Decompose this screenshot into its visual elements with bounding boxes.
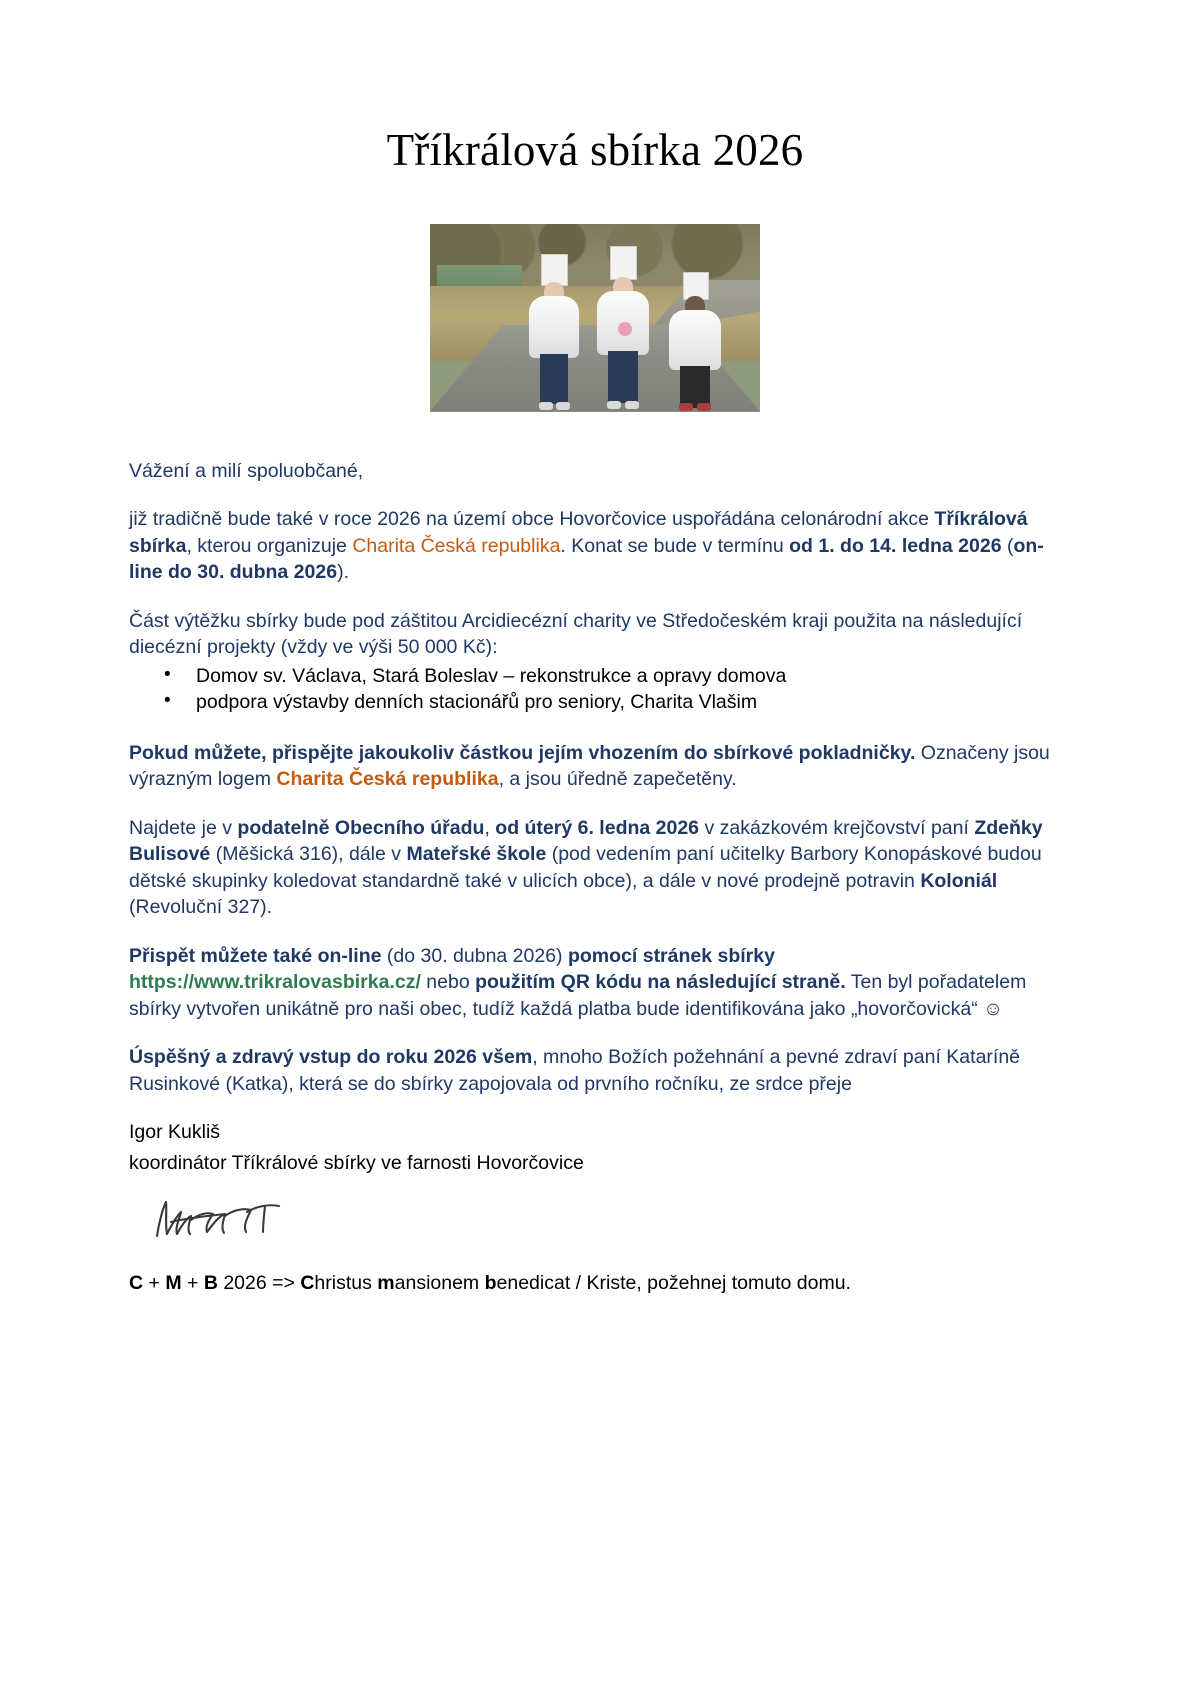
p4-s5: (pod vedením paní učitelky Barbory Konopáskové budou dětské skupinky koledovat standardně také v ulicích obce), a dále v nové prodejně potravin xyxy=(129,843,1042,892)
p4-s3: v zakázkovém krejčovství paní xyxy=(699,816,975,839)
paragraph-projects xyxy=(129,608,1062,661)
p4-bold-office: podatelně Obecního úřadu xyxy=(237,816,485,839)
salutation xyxy=(129,458,1062,485)
singer-shoe xyxy=(625,401,639,409)
p6-bold-wish: Úspěšný a zdravý vstup do roku 2026 všem xyxy=(129,1046,533,1068)
p2-s1: Část výtěžku sbírky bude pod záštitou Arcidiecézní charity ve Středočeském kraji použita na následující diecézní projekty (vždy ve výši 50 000 Kč): xyxy=(129,609,1023,658)
closing-ansionem: ansionem xyxy=(394,1272,485,1294)
closing-b: B xyxy=(203,1272,218,1294)
p3-s1: Označeny jsou výrazným logem xyxy=(129,741,1050,790)
singer-shoe xyxy=(679,403,693,411)
p1-s1: již tradičně bude také v roce 2026 na území obce Hovorčovice uspořádána celonárodní akce xyxy=(129,508,935,530)
p1-bold-event: Tříkrálová sbírka xyxy=(129,508,1028,557)
white-robe xyxy=(669,310,721,370)
closing-m: M xyxy=(165,1272,182,1294)
p1-bold-online: on-line do 30. dubna 2026 xyxy=(129,534,1044,583)
closing-enedicat: enedicat / Kriste, požehnej tomuto domu. xyxy=(496,1272,851,1294)
singer-shoe xyxy=(539,402,553,410)
p1-s5: ). xyxy=(337,561,349,583)
singer-legs xyxy=(680,366,710,408)
paragraph-online xyxy=(129,943,1062,1023)
p1-charita-highlight: Charita Česká republika xyxy=(352,534,561,557)
photo-container xyxy=(0,224,1190,412)
closing-mansionem-m: m xyxy=(377,1272,395,1294)
p4-bold-from-date: od úterý 6. ledna 2026 xyxy=(495,816,700,839)
signer-role: koordinátor Tříkrálové sbírky ve farnosti Hovorčovice xyxy=(129,1151,584,1174)
list-item xyxy=(129,663,1062,690)
p5-bold-online: Přispět můžete také on-line xyxy=(129,944,382,967)
page-title: Tříkrálová sbírka 2026 xyxy=(386,125,804,175)
letter-body xyxy=(0,458,1190,1297)
closing-benedicat-b: b xyxy=(484,1272,497,1294)
p6-s1: , mnoho Božích požehnání a pevné zdraví paní Kataríně Rusinkové (Katka), která se do sbírky zapojovala od prvního ročníku, ze srdce přeje xyxy=(129,1046,1021,1095)
p5-s2: nebo xyxy=(420,971,476,993)
paper-crown-icon xyxy=(541,254,568,286)
closing-plus2: + xyxy=(181,1272,204,1294)
salutation-text: Vážení a milí spoluobčané, xyxy=(129,459,364,482)
p4-s6: (Revoluční 327). xyxy=(129,896,273,918)
singer-legs xyxy=(540,354,568,404)
singer-shoe xyxy=(556,402,570,410)
closing-blessing xyxy=(129,1270,1062,1297)
closing-hristus: hristus xyxy=(314,1272,378,1294)
handwritten-signature xyxy=(147,1192,307,1250)
three-kings-carol-singers-photo xyxy=(430,224,760,412)
bullet-text: podpora výstavby denních stacionářů pro seniory, Charita Vlašim xyxy=(196,691,758,713)
p5-bold-pages: pomocí stránek sbírky xyxy=(567,944,775,967)
paragraph-contribute xyxy=(129,740,1062,793)
paragraph-wishes xyxy=(129,1044,1062,1097)
singer-legs xyxy=(608,351,638,403)
p4-bold-shop: Koloniál xyxy=(920,869,998,892)
collection-website-link[interactable]: https://www.trikralovasbirka.cz/ xyxy=(129,971,421,993)
p4-s2: , xyxy=(484,816,496,839)
p4-bold-kindergarten: Mateřské škole xyxy=(406,843,547,865)
p1-s3: . Konat se bude v termínu xyxy=(560,534,790,557)
p4-s1: Najdete je v xyxy=(129,816,238,839)
list-item xyxy=(129,689,1062,716)
p3-s2: , a jsou úředně zapečetěny. xyxy=(498,768,737,790)
projects-list xyxy=(129,663,1062,716)
singer-shoe xyxy=(697,403,711,411)
p5-s1: (do 30. dubna 2026) xyxy=(381,944,568,967)
carol-singer-left xyxy=(525,252,585,412)
signer-name: Igor Kukliš xyxy=(129,1121,221,1143)
p1-bold-dates: od 1. do 14. ledna 2026 xyxy=(789,534,1002,557)
p3-charita-highlight: Charita Česká republika xyxy=(276,768,499,790)
paragraph-intro xyxy=(129,506,1062,586)
p1-s2: , kterou organizuje xyxy=(186,534,353,557)
closing-year: 2026 => xyxy=(217,1272,301,1294)
paragraph-locations xyxy=(129,815,1062,921)
p1-s4: ( xyxy=(1001,534,1014,557)
p4-bold-tailor: Zdeňky Bulisové xyxy=(129,816,1043,865)
carol-singer-right xyxy=(665,260,727,412)
closing-christus-c: C xyxy=(300,1272,315,1294)
collection-box-sticker xyxy=(618,322,632,336)
closing-c: C xyxy=(129,1272,144,1294)
white-robe xyxy=(529,296,579,358)
closing-plus1: + xyxy=(143,1272,166,1294)
carol-singer-middle xyxy=(593,246,655,412)
singer-shoe xyxy=(607,401,621,409)
p5-s3: Ten byl pořadatelem sbírky vytvořen unikátně pro naši obec, tudíž každá platba bude identifikována jako „hovorčovická“ ☺ xyxy=(129,971,1027,1020)
p4-s4: (Měšická 316), dále v xyxy=(210,843,407,865)
paper-crown-icon xyxy=(610,246,637,280)
p3-bold-call: Pokud můžete, přispějte jakoukoliv částkou jejím vhozením do sbírkové pokladničky. xyxy=(129,741,916,764)
p5-bold-qr: použitím QR kódu na následující straně. xyxy=(475,971,846,993)
bullet-text: Domov sv. Václava, Stará Boleslav – rekonstrukce a opravy domova xyxy=(196,664,787,687)
